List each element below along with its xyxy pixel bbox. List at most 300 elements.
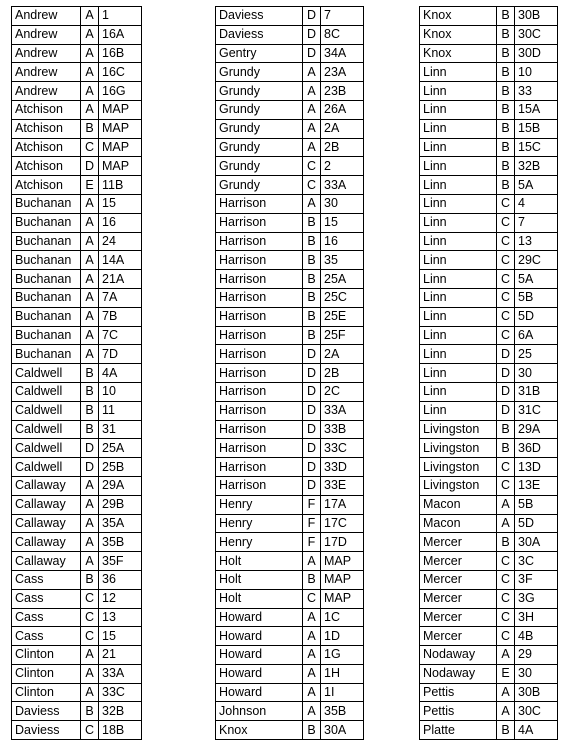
county-cell: Buchanan [12, 307, 81, 326]
section-cell: A [81, 251, 99, 270]
county-cell: Atchison [12, 119, 81, 138]
county-cell: Pettis [420, 683, 497, 702]
county-table-column-1 [11, 6, 142, 740]
section-cell: B [81, 420, 99, 439]
table-row [12, 458, 142, 477]
county-cell: Andrew [12, 44, 81, 63]
map-code-cell: 3G [515, 589, 558, 608]
section-cell: C [497, 476, 515, 495]
section-cell: A [497, 514, 515, 533]
map-code-cell: 25C [321, 288, 364, 307]
map-code-cell: 5A [515, 176, 558, 195]
table-row [12, 213, 142, 232]
county-cell: Pettis [420, 702, 497, 721]
section-cell: A [81, 288, 99, 307]
section-cell: F [303, 514, 321, 533]
map-code-cell: 16 [99, 213, 142, 232]
map-code-cell: 36 [99, 570, 142, 589]
map-code-cell: 4B [515, 627, 558, 646]
map-code-cell: 25F [321, 326, 364, 345]
table-row [12, 608, 142, 627]
section-cell: C [497, 326, 515, 345]
county-cell: Linn [420, 213, 497, 232]
county-cell: Henry [216, 495, 303, 514]
section-cell: A [497, 495, 515, 514]
map-code-cell: 4A [515, 721, 558, 740]
section-cell: B [497, 157, 515, 176]
county-cell: Cass [12, 627, 81, 646]
map-code-cell: 1C [321, 608, 364, 627]
county-cell: Caldwell [12, 420, 81, 439]
map-code-cell: 5D [515, 307, 558, 326]
section-cell: B [303, 232, 321, 251]
county-cell: Linn [420, 364, 497, 383]
county-cell: Daviess [216, 25, 303, 44]
county-cell: Harrison [216, 194, 303, 213]
map-code-cell: 15B [515, 119, 558, 138]
section-cell: A [81, 25, 99, 44]
section-cell: B [303, 326, 321, 345]
section-cell: E [497, 664, 515, 683]
county-cell: Caldwell [12, 364, 81, 383]
section-cell: C [81, 627, 99, 646]
section-cell: B [81, 364, 99, 383]
map-code-cell: 21 [99, 646, 142, 665]
table-row [420, 589, 558, 608]
table-row [420, 420, 558, 439]
county-cell: Atchison [12, 176, 81, 195]
table-row [216, 721, 364, 740]
county-table-column-3 [419, 6, 558, 740]
section-cell: B [303, 288, 321, 307]
section-cell: A [303, 194, 321, 213]
table-row [12, 382, 142, 401]
section-cell: D [81, 157, 99, 176]
map-code-cell: 35 [321, 251, 364, 270]
table-row [420, 138, 558, 157]
county-cell: Nodaway [420, 646, 497, 665]
table-row [216, 514, 364, 533]
table-row [216, 270, 364, 289]
section-cell: A [303, 100, 321, 119]
county-cell: Howard [216, 646, 303, 665]
map-code-cell: 4A [99, 364, 142, 383]
section-cell: B [497, 138, 515, 157]
county-cell: Caldwell [12, 401, 81, 420]
table-row [216, 7, 364, 26]
section-cell: C [497, 552, 515, 571]
county-cell: Gentry [216, 44, 303, 63]
table-row [12, 570, 142, 589]
table-row [216, 25, 364, 44]
section-cell: B [81, 570, 99, 589]
table-row [12, 270, 142, 289]
map-code-cell: 34A [321, 44, 364, 63]
table-row [420, 401, 558, 420]
county-cell: Harrison [216, 251, 303, 270]
county-cell: Caldwell [12, 382, 81, 401]
table-row [216, 307, 364, 326]
map-code-cell: 17A [321, 495, 364, 514]
map-code-cell: 31 [99, 420, 142, 439]
county-cell: Howard [216, 608, 303, 627]
table-row [12, 82, 142, 101]
section-cell: C [497, 232, 515, 251]
map-code-cell: 33 [515, 82, 558, 101]
section-cell: B [497, 44, 515, 63]
section-cell: A [303, 608, 321, 627]
county-cell: Macon [420, 514, 497, 533]
map-code-cell: 30A [515, 533, 558, 552]
map-code-cell: 29A [99, 476, 142, 495]
county-cell: Knox [216, 721, 303, 740]
county-cell: Mercer [420, 627, 497, 646]
section-cell: C [497, 270, 515, 289]
map-code-cell: 13D [515, 458, 558, 477]
table-row [216, 420, 364, 439]
map-code-cell: 30B [515, 7, 558, 26]
section-cell: F [303, 495, 321, 514]
map-code-cell: 2B [321, 138, 364, 157]
section-cell: A [497, 646, 515, 665]
map-code-cell: 5B [515, 495, 558, 514]
section-cell: A [303, 702, 321, 721]
county-cell: Knox [420, 7, 497, 26]
county-cell: Callaway [12, 476, 81, 495]
map-code-cell: 30C [515, 702, 558, 721]
map-code-cell: MAP [321, 570, 364, 589]
county-cell: Mercer [420, 570, 497, 589]
map-code-cell: 33D [321, 458, 364, 477]
map-code-cell: 16G [99, 82, 142, 101]
table-row [216, 63, 364, 82]
county-cell: Buchanan [12, 194, 81, 213]
table-row [216, 552, 364, 571]
table-row [420, 608, 558, 627]
map-code-cell: 33A [99, 664, 142, 683]
section-cell: D [497, 382, 515, 401]
section-cell: C [81, 608, 99, 627]
county-cell: Buchanan [12, 270, 81, 289]
section-cell: D [303, 382, 321, 401]
section-cell: D [303, 458, 321, 477]
table-row [216, 176, 364, 195]
table-body [420, 7, 558, 740]
map-code-cell: 25B [99, 458, 142, 477]
table-row [420, 552, 558, 571]
map-code-cell: 15 [321, 213, 364, 232]
section-cell: D [497, 364, 515, 383]
county-cell: Grundy [216, 100, 303, 119]
map-code-cell: 35B [99, 533, 142, 552]
table-row [12, 401, 142, 420]
county-cell: Livingston [420, 420, 497, 439]
section-cell: B [303, 570, 321, 589]
section-cell: C [81, 138, 99, 157]
county-cell: Harrison [216, 345, 303, 364]
map-code-cell: 7 [321, 7, 364, 26]
section-cell: D [303, 345, 321, 364]
county-cell: Grundy [216, 138, 303, 157]
table-row [12, 232, 142, 251]
map-code-cell: 35F [99, 552, 142, 571]
map-code-cell: 14A [99, 251, 142, 270]
section-cell: D [497, 345, 515, 364]
county-cell: Livingston [420, 439, 497, 458]
county-cell: Atchison [12, 138, 81, 157]
map-code-cell: 30 [515, 364, 558, 383]
county-cell: Macon [420, 495, 497, 514]
table-row [216, 495, 364, 514]
map-code-cell: 30D [515, 44, 558, 63]
county-cell: Atchison [12, 100, 81, 119]
county-cell: Linn [420, 176, 497, 195]
map-code-cell: 30A [321, 721, 364, 740]
table-row [12, 476, 142, 495]
county-cell: Harrison [216, 213, 303, 232]
section-cell: A [81, 664, 99, 683]
table-row [420, 627, 558, 646]
county-table-column-2 [215, 6, 364, 740]
section-cell: D [81, 458, 99, 477]
county-cell: Andrew [12, 63, 81, 82]
county-cell: Holt [216, 552, 303, 571]
table-row [216, 82, 364, 101]
table-row [12, 176, 142, 195]
map-code-cell: 1I [321, 683, 364, 702]
county-cell: Grundy [216, 63, 303, 82]
table-row [12, 63, 142, 82]
county-cell: Grundy [216, 82, 303, 101]
county-cell: Linn [420, 138, 497, 157]
table-row [216, 401, 364, 420]
map-code-cell: 3C [515, 552, 558, 571]
county-cell: Linn [420, 288, 497, 307]
table-row [216, 288, 364, 307]
county-cell: Linn [420, 119, 497, 138]
section-cell: C [81, 721, 99, 740]
table-row [420, 664, 558, 683]
county-cell: Linn [420, 63, 497, 82]
map-code-cell: 16 [321, 232, 364, 251]
county-cell: Johnson [216, 702, 303, 721]
section-cell: D [81, 439, 99, 458]
section-cell: B [303, 307, 321, 326]
map-code-cell: 10 [515, 63, 558, 82]
map-code-cell: 13 [515, 232, 558, 251]
section-cell: A [81, 100, 99, 119]
county-cell: Andrew [12, 25, 81, 44]
map-code-cell: 11B [99, 176, 142, 195]
table-row [420, 7, 558, 26]
county-cell: Callaway [12, 495, 81, 514]
table-row [420, 476, 558, 495]
county-cell: Harrison [216, 288, 303, 307]
map-code-cell: MAP [99, 157, 142, 176]
table-row [216, 627, 364, 646]
table-row [12, 100, 142, 119]
county-cell: Clinton [12, 646, 81, 665]
section-cell: B [497, 82, 515, 101]
section-cell: A [81, 683, 99, 702]
table-row [216, 232, 364, 251]
county-cell: Holt [216, 589, 303, 608]
map-code-cell: 1D [321, 627, 364, 646]
map-code-cell: 1G [321, 646, 364, 665]
map-code-cell: 2A [321, 345, 364, 364]
table-row [216, 533, 364, 552]
section-cell: A [303, 627, 321, 646]
table-row [216, 364, 364, 383]
map-code-cell: 30 [321, 194, 364, 213]
county-cell: Livingston [420, 458, 497, 477]
map-code-cell: 15 [99, 194, 142, 213]
county-cell: Harrison [216, 364, 303, 383]
section-cell: A [81, 514, 99, 533]
section-cell: D [303, 364, 321, 383]
map-code-cell: 12 [99, 589, 142, 608]
section-cell: A [81, 326, 99, 345]
section-cell: B [497, 100, 515, 119]
map-code-cell: 3F [515, 570, 558, 589]
county-cell: Andrew [12, 7, 81, 26]
table-row [420, 288, 558, 307]
section-cell: E [81, 176, 99, 195]
table-row [420, 326, 558, 345]
table-row [420, 364, 558, 383]
map-code-cell: 8C [321, 25, 364, 44]
section-cell: D [303, 25, 321, 44]
county-cell: Linn [420, 307, 497, 326]
table-row [420, 176, 558, 195]
map-code-cell: 29 [515, 646, 558, 665]
section-cell: C [303, 589, 321, 608]
county-cell: Linn [420, 382, 497, 401]
section-cell: B [497, 439, 515, 458]
section-cell: D [303, 44, 321, 63]
section-cell: A [303, 664, 321, 683]
map-code-cell: 24 [99, 232, 142, 251]
table-row [420, 721, 558, 740]
county-cell: Harrison [216, 270, 303, 289]
county-cell: Cass [12, 570, 81, 589]
map-code-cell: 29C [515, 251, 558, 270]
county-cell: Buchanan [12, 288, 81, 307]
map-code-cell: 30C [515, 25, 558, 44]
table-row [420, 345, 558, 364]
section-cell: A [81, 44, 99, 63]
section-cell: D [497, 401, 515, 420]
table-row [12, 44, 142, 63]
section-cell: A [303, 119, 321, 138]
table-row [420, 382, 558, 401]
table-row [420, 251, 558, 270]
table-row [12, 288, 142, 307]
table-row [420, 307, 558, 326]
section-cell: D [303, 7, 321, 26]
county-cell: Callaway [12, 552, 81, 571]
table-row [216, 119, 364, 138]
county-cell: Henry [216, 533, 303, 552]
county-cell: Buchanan [12, 232, 81, 251]
county-cell: Grundy [216, 119, 303, 138]
county-cell: Livingston [420, 476, 497, 495]
table-row [420, 25, 558, 44]
table-row [420, 44, 558, 63]
map-code-cell: 30B [515, 683, 558, 702]
county-cell: Harrison [216, 458, 303, 477]
table-row [12, 702, 142, 721]
table-row [12, 307, 142, 326]
map-code-cell: 23A [321, 63, 364, 82]
section-cell: C [303, 157, 321, 176]
map-code-cell: 6A [515, 326, 558, 345]
table-row [420, 213, 558, 232]
section-cell: C [497, 251, 515, 270]
map-code-cell: 16C [99, 63, 142, 82]
county-cell: Henry [216, 514, 303, 533]
section-cell: A [303, 82, 321, 101]
county-cell: Daviess [12, 721, 81, 740]
county-cell: Harrison [216, 232, 303, 251]
map-code-cell: 7A [99, 288, 142, 307]
table-row [12, 664, 142, 683]
section-cell: C [497, 458, 515, 477]
county-cell: Cass [12, 589, 81, 608]
table-row [12, 194, 142, 213]
section-cell: A [81, 646, 99, 665]
county-cell: Harrison [216, 382, 303, 401]
section-cell: B [81, 382, 99, 401]
table-row [12, 420, 142, 439]
county-cell: Buchanan [12, 213, 81, 232]
table-row [216, 251, 364, 270]
county-cell: Linn [420, 251, 497, 270]
section-cell: B [497, 63, 515, 82]
map-code-cell: 25 [515, 345, 558, 364]
section-cell: B [81, 702, 99, 721]
map-code-cell: 15A [515, 100, 558, 119]
table-row [420, 100, 558, 119]
section-cell: B [303, 270, 321, 289]
table-row [216, 702, 364, 721]
map-code-cell: 26A [321, 100, 364, 119]
county-cell: Knox [420, 44, 497, 63]
section-cell: A [303, 646, 321, 665]
table-row [12, 25, 142, 44]
table-row [216, 646, 364, 665]
map-code-cell: 32B [515, 157, 558, 176]
section-cell: A [81, 476, 99, 495]
county-cell: Mercer [420, 589, 497, 608]
table-row [216, 458, 364, 477]
section-cell: B [81, 119, 99, 138]
table-row [12, 721, 142, 740]
section-cell: D [303, 401, 321, 420]
section-cell: A [81, 194, 99, 213]
county-cell: Daviess [216, 7, 303, 26]
table-row [420, 514, 558, 533]
map-code-cell: 35A [99, 514, 142, 533]
table-row [216, 439, 364, 458]
table-row [216, 138, 364, 157]
table-row [420, 82, 558, 101]
county-cell: Nodaway [420, 664, 497, 683]
map-code-cell: MAP [99, 138, 142, 157]
map-code-cell: 23B [321, 82, 364, 101]
county-cell: Atchison [12, 157, 81, 176]
section-cell: B [497, 25, 515, 44]
